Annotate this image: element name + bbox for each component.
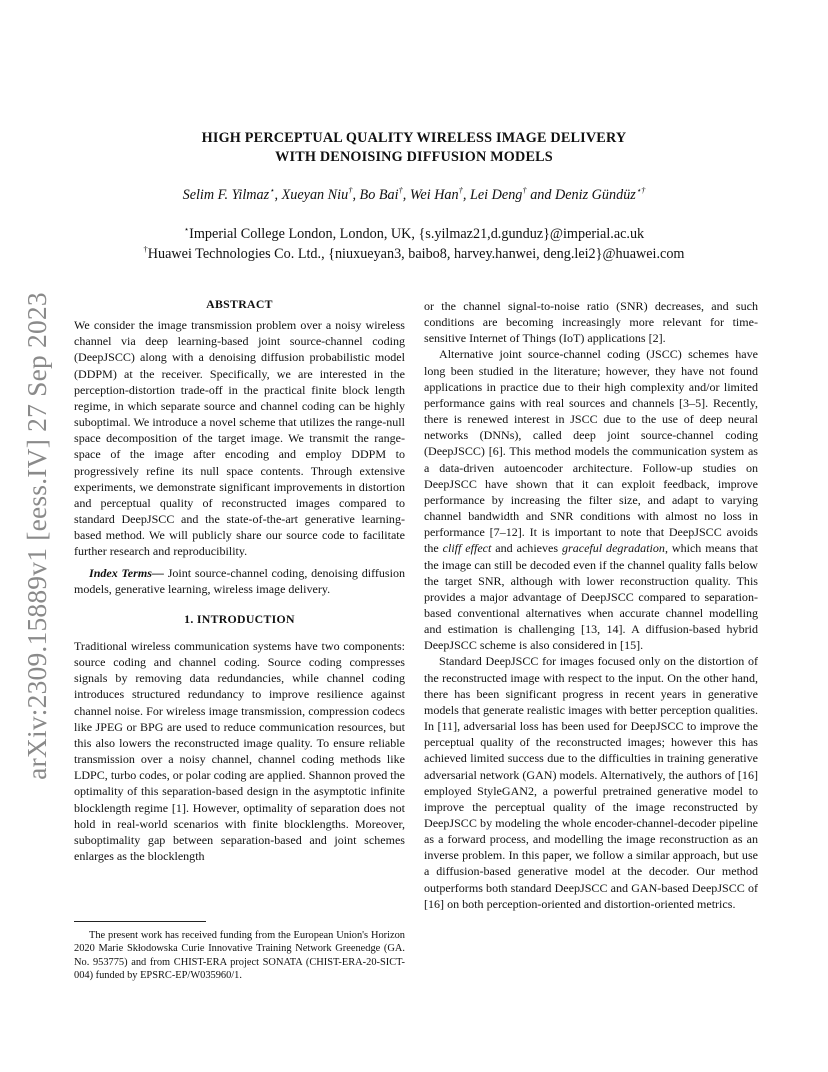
emphasis-graceful-degradation: graceful degradation [561, 541, 665, 556]
affiliations [0, 224, 828, 264]
intro-paragraph-2: Alternative joint source-channel coding (JSCC) schemes have long been studied in the literature; however, they have not found applications in practice due to their high complexity and/or limited performance gains with real sources and channels [3–5]. Recently, there is renewed interest in JSCC due to the use of deep neural networks (DNNs), called deep joint source-channel coding (DeepJSCC) [6]. This method models the communication system as a data-driven autoencoder architecture. Follow-up studies on DeepJSCC have shown that it can exploit feedback, improve performance by increasing the filter size, and adapt to varying channel bandwidth and SNR conditions with almost no loss in performance [7–12]. It is important to note that DeepJSCC avoids the cliff effect and achieves graceful degradation, which means that the image can still be decoded even if the channel quality falls below the target SNR, although with lower reconstruction quality. This provides a major advantage of DeepJSCC compared to separation-based conventional alternatives when accurate channel modelling and estimation is challenging [13, 14]. A diffusion-based hybrid DeepJSCC scheme is also considered in [15]. [424, 347, 758, 653]
intro-paragraph-3: Standard DeepJSCC for images focused only on the distortion of the reconstructed image with respect to the input. On the other hand, there has been significant progress in recent years in generative models that generate realistic images with better perception qualities. In [11], adversarial loss has been used for DeepJSCC to improve the perceptual quality of the reconstructed images; however this has achieved limited success due to the difficulties in training generative adversarial network (GAN) models. Alternatively, the authors of [16] employed StyleGAN2, a powerful pretrained generative model to improve the perceptual quality of the image reconstructed by DeepJSCC by modeling the whole encoder-channel-decoder pipeline as a forward process, and modelling the image reconstruction as an inverse problem. In this paper, we follow a similar approach, but use a diffusion-based generative model at the decoder. Our method outperforms both standard DeepJSCC and GAN-based DeepJSCC of [16] on both perception-oriented and distortion-oriented metrics. [424, 654, 758, 911]
index-terms-label: Index Terms— [89, 565, 164, 580]
affiliation-huawei: †Huawei Technologies Co. Ltd., {niuxueyan3, baibo8, harvey.hanwei, deng.lei2}@huawei.com [143, 244, 685, 262]
author-name: , Wei Han [402, 187, 459, 203]
author-mark: ⋆† [635, 185, 646, 195]
author-mark: † [522, 185, 527, 195]
author-name: , Xueyan Niu [274, 187, 349, 203]
author-mark: † [458, 185, 463, 195]
affiliation-mark: † [143, 244, 148, 254]
arxiv-identifier-stamp [14, 292, 60, 780]
author-name: Selim F. Yilmaz [182, 187, 270, 203]
author-mark: ⋆ [269, 185, 275, 195]
abstract-text: We consider the image transmission problem over a noisy wireless channel via deep learning-based joint source-channel coding (DeepJSCC) along with a denoising diffusion probabilistic model (DDPM) at the receiver. Specifically, we are interested in the perception-distortion trade-off in the practical finite block length regime, in which separate source and channel coding can be highly suboptimal. We introduce a novel scheme that utilizes the range-null space decomposition of the target image. We transmit the range-space of the image after encoding and employ DDPM to progressively refine its null space contents. Through extensive experiments, we demonstrate significant improvements in distortion and perceptual quality of reconstructed images compared to standard DeepJSCC and the state-of-the-art generative learning-based method. We will publicly share our source code to facilitate further research and reproducibility. [74, 318, 405, 559]
affiliation-mark: ⋆ [183, 224, 190, 234]
abstract-heading: ABSTRACT [206, 297, 273, 311]
author-list [0, 186, 828, 204]
author-name: , Lei Deng [462, 187, 523, 203]
left-column [74, 296, 405, 864]
right-column [424, 298, 758, 912]
funding-footnote: The present work has received funding from the European Union's Horizon 2020 Marie Skłodowska Curie Innovative Training Network Greenedge (GA. No. 953775) and from CHIST-ERA project SONATA (CHIST-ERA-20-SICT-004) funded by EPSRC-EP/W035960/1. [74, 930, 405, 981]
author-name: and Deniz Gündüz [526, 187, 636, 203]
intro-paragraph-1-continued: or the channel signal-to-noise ratio (SNR) decreases, and such conditions are becoming increasingly more relevant for time-sensitive Internet of Things (IoT) applications [2]. [424, 299, 758, 346]
emphasis-cliff-effect: cliff effect [442, 541, 492, 556]
paper-title [0, 129, 828, 167]
index-terms-text: Joint source-channel coding, denoising diffusion models, generative learning, wireless image delivery. [74, 565, 406, 596]
introduction-heading: 1. INTRODUCTION [184, 611, 295, 626]
title-line-2: WITH DENOISING DIFFUSION MODELS [275, 149, 553, 165]
affiliation-imperial: ⋆Imperial College London, London, UK, {s.yilmaz21,d.gunduz}@imperial.ac.uk [183, 224, 645, 242]
arxiv-identifier-text: arXiv:2309.15889v1 [eess.IV] 27 Sep 2023 [21, 292, 52, 780]
author-mark: † [348, 185, 353, 195]
title-line-1: HIGH PERCEPTUAL QUALITY WIRELESS IMAGE DELIVERY [201, 130, 627, 146]
index-terms [74, 565, 405, 597]
intro-paragraph-1: Traditional wireless communication systems have two components: source coding and channel coding. Source coding compresses signals by removing data redundancies, while channel coding introduces structured redundancy to improve resilience against channel noise. For wireless image transmission, compression codecs like JPEG or BPG are used to reduce communication resources, but this also lowers the reconstructed image quality. To ensure reliable transmission over a noisy channel, channel coding methods like LDPC, turbo codes, or polar coding are applied. Shannon proved the optimality of this separation-based design in the asymptotic infinite blocklength regime [1]. However, optimality of separation does not hold in real-world scenarios with finite blocklengths. Moreover, suboptimality gap between separation-based and joint schemes enlarges as the blocklength [74, 638, 405, 863]
footnote-divider [74, 921, 206, 922]
author-mark: † [398, 185, 403, 195]
author-name: , Bo Bai [352, 187, 399, 203]
